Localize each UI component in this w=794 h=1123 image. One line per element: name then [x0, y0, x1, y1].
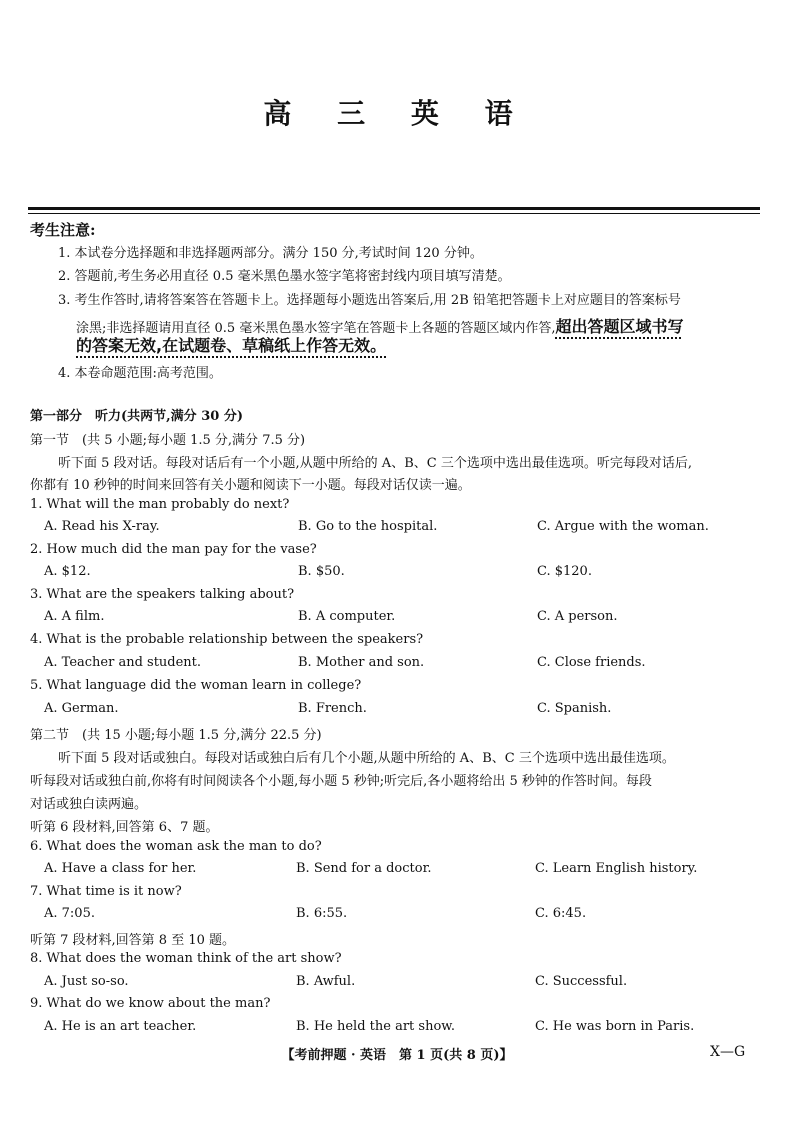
q1-option-b: B. Go to the hospital.	[298, 519, 438, 534]
q9-option-c: C. He was born in Paris.	[535, 1019, 695, 1034]
notice-item-3: 3. 考生作答时,请将答案答在答题卡上。选择题每小题选出答案后,用 2B 铅笔把答题卡上对应题目的答案标号	[58, 293, 681, 308]
notice-item-2: 2. 答题前,考生务必用直径 0.5 毫米黑色墨水签字笔将密封线内项目填写清楚。	[58, 269, 511, 284]
section2-heading: 第二节 (共 15 小题;每小题 1.5 分,满分 22.5 分)	[30, 728, 322, 743]
notice-item-3-cont-text: 涂黑;非选择题请用直径 0.5 毫米黑色墨水签字笔在答题卡上各题的答题区域内作答,	[76, 321, 556, 336]
q7-option-a: A. 7:05.	[44, 906, 95, 921]
notice-heading: 考生注意:	[30, 221, 96, 239]
section1-heading: 第一节 (共 5 小题;每小题 1.5 分,满分 7.5 分)	[30, 433, 306, 448]
header-rule-thick	[28, 207, 760, 210]
q1-option-c: C. Argue with the woman.	[537, 519, 709, 534]
page-title: 高 三 英 语	[263, 97, 531, 130]
q5-option-a: A. German.	[44, 701, 119, 716]
q6-option-b: B. Send for a doctor.	[296, 861, 432, 876]
q5-option-c: C. Spanish.	[537, 701, 612, 716]
question-5: 5. What language did the woman learn in college?	[30, 678, 362, 693]
page-footer: 【考前押题 · 英语 第 1 页(共 8 页)】	[281, 1048, 513, 1063]
question-8: 8. What does the woman think of the art show?	[30, 951, 342, 966]
q9-option-a: A. He is an art teacher.	[44, 1019, 197, 1034]
notice-emphasis-2: 的答案无效,在试题卷、草稿纸上作答无效。	[76, 336, 387, 355]
q1-option-a: A. Read his X-ray.	[44, 519, 160, 534]
section2-instruction-3: 对话或独白读两遍。	[30, 797, 148, 812]
section2-instruction-2: 听每段对话或独白前,你将有时间阅读各个小题,每小题 5 秒钟;听完后,各小题将给出 5 秒钟的作答时间。每段	[30, 774, 652, 789]
q7-option-c: C. 6:45.	[535, 906, 587, 921]
q8-option-c: C. Successful.	[535, 974, 628, 989]
q3-option-a: A. A film.	[44, 609, 105, 624]
q8-option-b: B. Awful.	[296, 974, 356, 989]
paper-code: X—G	[710, 1044, 746, 1060]
question-3: 3. What are the speakers talking about?	[30, 587, 295, 602]
notice-emphasis-1: 超出答题区域书写	[555, 317, 684, 336]
question-9: 9. What do we know about the man?	[30, 996, 271, 1011]
q2-option-b: B. $50.	[298, 564, 345, 579]
q8-option-a: A. Just so-so.	[44, 974, 129, 989]
q2-option-c: C. $120.	[537, 564, 592, 579]
q4-option-b: B. Mother and son.	[298, 655, 425, 670]
notice-item-1: 1. 本试卷分选择题和非选择题两部分。满分 150 分,考试时间 120 分钟。	[58, 246, 483, 261]
q4-option-a: A. Teacher and student.	[44, 655, 202, 670]
q6-option-a: A. Have a class for her.	[44, 861, 197, 876]
q6-option-c: C. Learn English history.	[535, 861, 698, 876]
question-6: 6. What does the woman ask the man to do?	[30, 839, 322, 854]
question-2: 2. How much did the man pay for the vase?	[30, 542, 317, 557]
material-7-note: 听第 7 段材料,回答第 8 至 10 题。	[30, 933, 236, 948]
q3-option-c: C. A person.	[537, 609, 618, 624]
header-rule-thin	[28, 213, 760, 214]
q3-option-b: B. A computer.	[298, 609, 396, 624]
q9-option-b: B. He held the art show.	[296, 1019, 455, 1034]
question-1: 1. What will the man probably do next?	[30, 497, 290, 512]
q4-option-c: C. Close friends.	[537, 655, 646, 670]
section2-instruction-1: 听下面 5 段对话或独白。每段对话或独白后有几个小题,从题中所给的 A、B、C 三个选项中选出最佳选项。	[58, 751, 675, 766]
section1-instruction-1: 听下面 5 段对话。每段对话后有一个小题,从题中所给的 A、B、C 三个选项中选出最佳选项。听完每段对话后,	[58, 456, 692, 471]
material-6-note: 听第 6 段材料,回答第 6、7 题。	[30, 820, 219, 835]
q5-option-b: B. French.	[298, 701, 367, 716]
section1-instruction-2: 你都有 10 秒钟的时间来回答有关小题和阅读下一小题。每段对话仅读一遍。	[30, 478, 471, 493]
question-4: 4. What is the probable relationship between the speakers?	[30, 632, 424, 647]
q7-option-b: B. 6:55.	[296, 906, 348, 921]
notice-item-4: 4. 本卷命题范围:高考范围。	[58, 366, 222, 381]
part1-heading: 第一部分 听力(共两节,满分 30 分)	[30, 409, 243, 424]
q2-option-a: A. $12.	[44, 564, 91, 579]
question-7: 7. What time is it now?	[30, 884, 182, 899]
